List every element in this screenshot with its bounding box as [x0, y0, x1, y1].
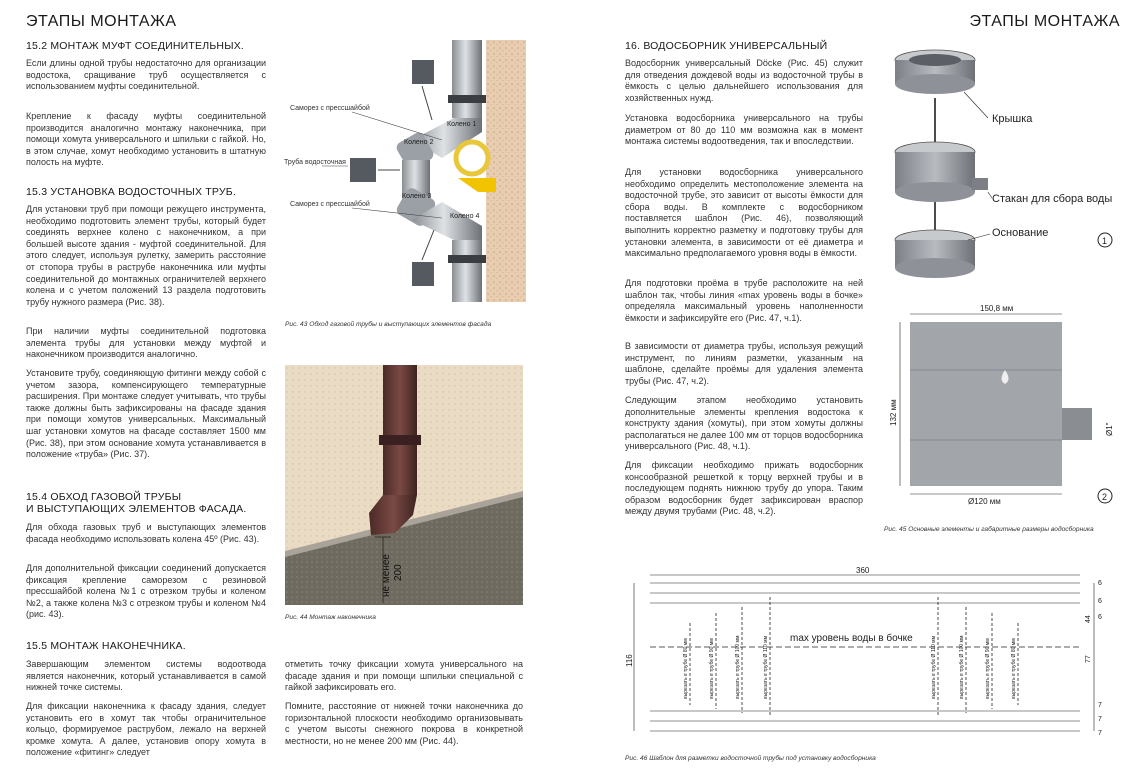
figure-caption: Рис. 46 Шаблон для разметки водосточной трубы под установку водосборника — [625, 755, 876, 762]
paragraph: При наличии муфты соединительной подготовка элемента трубы для установки между муфтой и наконечником производится аналогично. — [26, 326, 266, 360]
dimension-width: 150,8 мм — [980, 304, 1014, 313]
dimension-label: не менее — [381, 554, 392, 597]
gas-pipe-bracket — [458, 178, 496, 192]
marker-2-label: 2 — [1102, 492, 1108, 502]
facade-wall — [486, 40, 526, 302]
dimension-offset: 44 — [1085, 615, 1092, 623]
paragraph: В зависимости от диаметра трубы, используя режущий инструмент, по линиям разметки, указанным на шаблоне, сделайте проёмы для удаления элемента трубы (Рис. 47, ч.2). — [625, 341, 863, 386]
paragraph: Для фиксации наконечника к фасаду здания, следует установить его в хомут так чтобы ограничительное кольцо, формируемое раструбом, лежало на верхней кромке хомута. А далее, установив опору хомута в положение «фитинг» следует — [26, 701, 266, 758]
pipe-clamp — [448, 255, 486, 263]
lid-bottom — [895, 74, 975, 94]
downpipe — [383, 365, 417, 495]
lower-pipe — [452, 240, 482, 302]
marker-1-label: 1 — [1102, 236, 1108, 246]
paragraph: отметить точку фиксации хомута универсального на фасаде здания и при помощи шпильки специальной с гайкой зафиксировать его. — [285, 659, 523, 693]
paragraph: Для обхода газовых труб и выступающих элементов фасада необходимо использовать колена 45º (Рис. 43). — [26, 522, 266, 544]
leader-line — [352, 112, 442, 140]
dimension-width: 360 — [856, 567, 870, 575]
cup-outlet — [972, 178, 988, 190]
cut-label: вырезать в трубе Ø 90 мм — [709, 638, 715, 699]
section-title-line: 15.4 ОБХОД ГАЗОВОЙ ТРУБЫ — [26, 491, 182, 503]
cut-lines — [683, 597, 1018, 717]
gas-pipe — [456, 142, 488, 174]
section-title-15-4 — [26, 491, 246, 515]
dimension-height: 116 — [625, 654, 634, 667]
pipe-clamp — [379, 435, 421, 445]
label-elbow-1: Колено 1 — [447, 121, 477, 128]
dimension-outlet: Ø1" — [1105, 422, 1114, 436]
label-elbow-3: Колено 3 — [402, 193, 432, 200]
paragraph: Водосборник универсальный Döcke (Рис. 45) служит для отведения дождевой воды из водосточной трубы в ёмкость с целью дальнейшего использования для хозяйственных нужд. — [625, 58, 863, 103]
page-header-right: ЭТАПЫ МОНТАЖА — [969, 13, 1120, 30]
cut-label: вырезать в трубе Ø 110 мм — [763, 635, 769, 699]
paragraph: Для установки труб при помощи режущего инструмента, необходимо подготовить элемент трубы, который будет соединять верхнее колено с наконечником, а при большей высоте здания - муфтой соединительной. Для этого следует, используя рулетку, замерить расстояние от стопора трубы в раструбе наконечника или муфты соединительной до монтажных ограничителей верхнего колена и с учетом положений 13 раздела подготовить трубу нужного размера (Рис. 38). — [26, 204, 266, 307]
upper-pipe — [452, 40, 482, 118]
label-elbow-2: Колено 2 — [404, 139, 434, 146]
cut-label: вырезать в трубе Ø 100 мм — [959, 635, 965, 699]
cut-label: вырезать в трубе Ø 110 мм — [931, 635, 937, 699]
arrow — [422, 86, 432, 120]
section-title-line: И ВЫСТУПАЮЩИХ ЭЛЕМЕНТОВ ФАСАДА. — [26, 503, 247, 515]
paragraph: Для подготовки проёма в трубе расположите на ней шаблон так, чтобы линия «max уровень воды в бочке» определяла максимальный уровень наполненности ёмкости и зафиксируйте его (Рис. 47, ч.1). — [625, 278, 863, 323]
label-lid: Крышка — [992, 113, 1033, 125]
label-elbow-4: Колено 4 — [450, 213, 480, 220]
water-collector-figure — [880, 40, 1125, 520]
figure-caption: Рис. 45 Основные элементы и габаритные размеры водосборника — [884, 526, 1094, 533]
dimension-diameter: Ø120 мм — [968, 497, 1001, 506]
label-cup: Стакан для сбора воды — [992, 193, 1113, 205]
pipe-clamp — [448, 95, 486, 103]
section-title-15-2: 15.2 МОНТАЖ МУФТ СОЕДИНИТЕЛЬНЫХ. — [26, 40, 245, 52]
label-base: Основание — [992, 227, 1049, 239]
section-title-16: 16. ВОДОСБОРНИК УНИВЕРСАЛЬНЫЙ — [625, 40, 828, 52]
paragraph: Установка водосборника универсального на трубы диаметром от 80 до 110 мм возможна как в момент монтажа системы водоотведения, так и впоследствии. — [625, 113, 863, 147]
page-header-left: ЭТАПЫ МОНТАЖА — [26, 13, 177, 30]
leader-line — [964, 92, 988, 118]
dimension-value: 200 — [393, 564, 404, 581]
gasket-part — [350, 158, 376, 182]
dimension-offset: 7 — [1098, 730, 1102, 737]
base-bottom — [895, 258, 975, 278]
label-screw-2: Саморез с прессшайбой — [290, 201, 370, 208]
cup-bottom — [895, 182, 975, 202]
paragraph: Если длины одной трубы недостаточно для организации водостока, сращивание труб осуществляется с использованием муфты соединительной. — [26, 58, 266, 92]
max-level-label: max уровень воды в бочке — [790, 633, 913, 644]
paragraph: Для фиксации необходимо прижать водосборник консообразной решеткой к торцу верхней трубы и в последующем поднять нижнюю трубу до упора. Таким образом водосборник будет зафиксирован враспор между двумя трубами (Рис. 48, ч.2). — [625, 460, 863, 517]
collector-side-view — [910, 322, 1062, 486]
figure-caption: Рис. 43 Обход газовой трубы и выступающих элементов фасада — [285, 321, 492, 328]
dimension-height: 132 мм — [889, 399, 898, 426]
paragraph: Крепление к фасаду муфты соединительной производится аналогично монтажу наконечника, при помощи хомута универсального и шпильки с гайкой. Но, в этом случае, хомут необходимо установить в штатную полость на муфте. — [26, 111, 266, 168]
paragraph: Установите трубу, соединяющую фитинги между собой с учетом зазора, компенсирующего температурные расширения. При монтаже следует учитывать, что трубы также должны быть зафиксированы на фасаде здания при помощи хомутов универсальных. Максимальный шаг установки хомутов на фасаде составляет 1500 мм (Рис. 38), при этом основание хомута устанавливается в положение «труба» (Рис. 37). — [26, 368, 266, 460]
dimension-offset: 7 — [1098, 702, 1102, 709]
gas-pipe-bypass-figure — [282, 40, 526, 302]
paragraph: Для установки водосборника универсального необходимо определить местоположение элемента на водосточной трубе, это зависит от высоты ёмкости для сбора воды. В комплекте с водосборником поставляется шаблон (Рис. 46), позволяющий выполнить корректно разметку и подготовку трубы для установки элемента, в зависимости от её диаметра и максимально предполагаемого уровня воды в ёмкости. — [625, 167, 863, 259]
figure-caption: Рис. 44 Монтаж наконечника — [285, 614, 376, 621]
dimension-offset: 77 — [1085, 655, 1092, 663]
downpipe-end-figure — [285, 365, 523, 605]
coupling-part — [412, 60, 434, 84]
pipe-marking-template-figure — [620, 567, 1120, 749]
section-title-15-5: 15.5 МОНТАЖ НАКОНЕЧНИКА. — [26, 640, 186, 652]
dimension-offset: 7 — [1098, 716, 1102, 723]
paragraph: Завершающим элементом системы водоотвода является наконечник, который устанавливается в самой нижней точке системы. — [26, 659, 266, 693]
lid-hole — [909, 54, 961, 66]
cut-label: вырезать в трубе Ø 80 мм — [1011, 638, 1017, 699]
arrow — [422, 230, 434, 260]
section-title-15-3: 15.3 УСТАНОВКА ВОДОСТОЧНЫХ ТРУБ. — [26, 186, 236, 198]
outlet-pipe — [1062, 408, 1092, 440]
paragraph: Для дополнительной фиксации соединений допускается фиксация крепление саморезом с резиновой прессшайбой колена №1 с отрезком трубы и коленом №2, а также колена №3 с отрезком трубы и коленом №4 (рис. 43). — [26, 563, 266, 620]
dimension-offset: 6 — [1098, 598, 1102, 605]
label-gas-pipe: Труба водосточная — [284, 159, 346, 166]
coupling-part — [412, 262, 434, 286]
dimension-offset: 6 — [1098, 614, 1102, 621]
paragraph: Помните, расстояние от нижней точки наконечника до горизонтальной плоскости необходимо организовывать с учетом высоты снежного покрова в конкретной местности, но не менее 200 мм (Рис. 44). — [285, 701, 523, 746]
label-screw-1: Саморез с прессшайбой — [290, 105, 370, 112]
cut-label: вырезать в трубе Ø 80 мм — [683, 638, 689, 699]
paragraph: Следующим этапом необходимо установить дополнительные элементы крепления водостока к конструкту здания (хомуты), при этом хомуты должны располагаться не далее 100 мм от торцов водосборника универсального (Рис. 48, ч.1). — [625, 395, 863, 452]
dimension-offset: 6 — [1098, 580, 1102, 587]
cut-label: вырезать в трубе Ø 100 мм — [735, 635, 741, 699]
cut-label: вырезать в трубе Ø 90 мм — [985, 638, 991, 699]
